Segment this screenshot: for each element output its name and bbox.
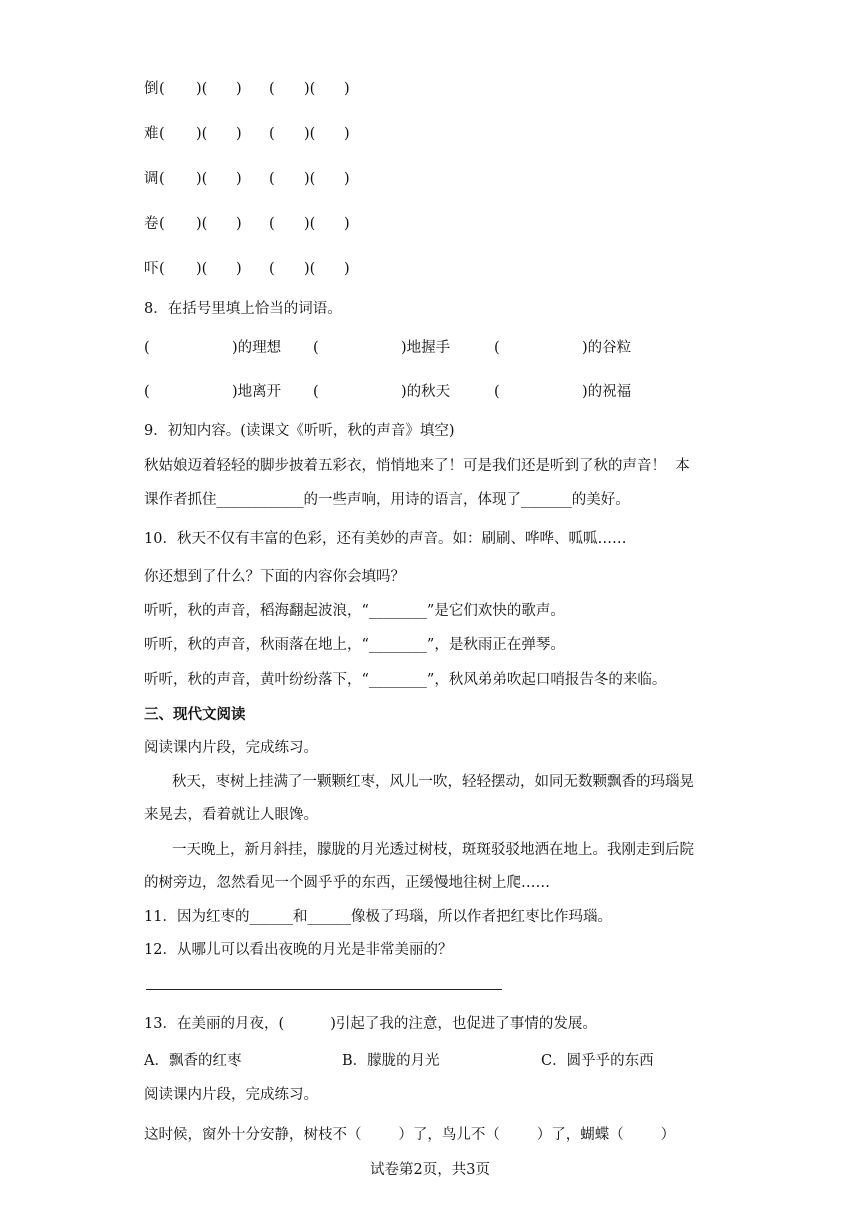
blank-open: ( [159, 216, 165, 232]
blank-close-open: )( [196, 171, 208, 187]
q10-line: 你还想到了什么？下面的内容你会填吗？ [144, 569, 405, 585]
blank-close: ) [344, 171, 350, 187]
blank-close-open: )( [196, 261, 208, 277]
blank-close-open: )( [304, 216, 316, 232]
passage-line: 来晃去，看着就让人眼馋。 [144, 807, 318, 823]
reading-intro: 阅读课内片段，完成练习。 [144, 1087, 318, 1103]
blank-close: ) [236, 216, 242, 232]
blank-close: ) [236, 126, 242, 142]
passage-line: 这时候，窗外十分安静，树枝不（ ）了，鸟儿不（ ）了，蝴蝶（ ） [144, 1127, 676, 1143]
blank-open: ( [494, 340, 500, 356]
blank-open: ( [494, 384, 500, 400]
q9-line: 秋姑娘迈着轻轻的脚步披着五彩衣，悄悄地来了！可是我们还是听到了秋的声音！ 本 [144, 458, 690, 474]
passage-line: 的树旁边，忽然看见一个圆乎乎的东西，正缓慢地往树上爬…… [144, 875, 550, 891]
answer-line [146, 989, 502, 990]
phrase-text: )的祝福 [582, 384, 632, 400]
passage-line: 一天晚上，新月斜挂，朦胧的月光透过树枝，斑斑驳驳地洒在地上。我刚走到后院 [172, 842, 694, 858]
question-9-title: 9．初知内容。(读课文《听听，秋的声音》填空) [144, 423, 455, 439]
blank-close-open: )( [196, 126, 208, 142]
blank-open: ( [313, 384, 319, 400]
q10-line: 听听，秋的声音，黄叶纷纷落下，“________”，秋风弟弟吹起口哨报告冬的来临。 [144, 672, 667, 688]
blank-close-open: )( [196, 216, 208, 232]
blank-open: ( [144, 384, 150, 400]
question-13: 13．在美丽的月夜，( )引起了我的注意，也促进了事情的发展。 [144, 1016, 597, 1032]
blank-close-open: )( [304, 81, 316, 97]
page-footer: 试卷第2页，共3页 [370, 1162, 490, 1178]
q10-line: 听听，秋的声音，秋雨落在地上，“________”，是秋雨正在弹琴。 [144, 637, 565, 653]
blank-open: ( [159, 81, 165, 97]
blank-open: ( [269, 261, 275, 277]
phrase-text: )的谷粒 [582, 340, 632, 356]
question-11: 11．因为红枣的______和______像极了玛瑙，所以作者把红枣比作玛瑙。 [144, 909, 612, 925]
blank-close-open: )( [196, 81, 208, 97]
poly-char: 吓 [144, 261, 159, 277]
blank-open: ( [269, 81, 275, 97]
blank-open: ( [313, 340, 319, 356]
q10-line: 听听，秋的声音，稻海翻起波浪，“________”是它们欢快的歌声。 [144, 603, 565, 619]
reading-intro: 阅读课内片段，完成练习。 [144, 740, 318, 756]
phrase-text: )的理想 [232, 340, 282, 356]
blank-open: ( [159, 261, 165, 277]
blank-close-open: )( [304, 261, 316, 277]
blank-close-open: )( [304, 126, 316, 142]
blank-close: ) [236, 261, 242, 277]
poly-char: 难 [144, 126, 159, 142]
blank-close: ) [236, 171, 242, 187]
blank-open: ( [269, 171, 275, 187]
option-a: A．飘香的红枣 [144, 1053, 242, 1069]
option-c: C．圆乎乎的东西 [541, 1053, 654, 1069]
blank-open: ( [269, 126, 275, 142]
question-8-title: 8．在括号里填上恰当的词语。 [144, 301, 342, 317]
question-12: 12．从哪儿可以看出夜晚的月光是非常美丽的？ [144, 942, 453, 958]
blank-close: ) [344, 81, 350, 97]
phrase-text: )的秋天 [401, 384, 451, 400]
poly-char: 调 [144, 171, 159, 187]
blank-close-open: )( [304, 171, 316, 187]
q8-row-1 [144, 338, 664, 358]
blank-open: ( [159, 171, 165, 187]
section-heading: 三、现代文阅读 [144, 707, 246, 723]
q8-row-2 [144, 382, 664, 402]
passage-line: 秋天，枣树上挂满了一颗颗红枣，风儿一吹，轻轻摆动，如同无数颗飘香的玛瑙晃 [172, 774, 694, 790]
poly-char: 倒 [144, 81, 159, 97]
option-b: B．朦胧的月光 [342, 1053, 440, 1069]
q9-line: 课作者抓住____________的一些声响，用诗的语言，体现了_______的美好。 [144, 492, 630, 508]
blank-close: ) [344, 216, 350, 232]
blank-open: ( [159, 126, 165, 142]
question-10-title: 10．秋天不仅有丰富的色彩，还有美妙的声音。如：刷刷、哗哗、呱呱…… [144, 531, 627, 547]
poly-char: 卷 [144, 216, 159, 232]
blank-close: ) [344, 261, 350, 277]
phrase-text: )地离开 [232, 384, 282, 400]
blank-close: ) [344, 126, 350, 142]
blank-open: ( [269, 216, 275, 232]
phrase-text: )地握手 [401, 340, 451, 356]
blank-open: ( [144, 340, 150, 356]
blank-close: ) [236, 81, 242, 97]
q13-options [144, 1051, 664, 1071]
